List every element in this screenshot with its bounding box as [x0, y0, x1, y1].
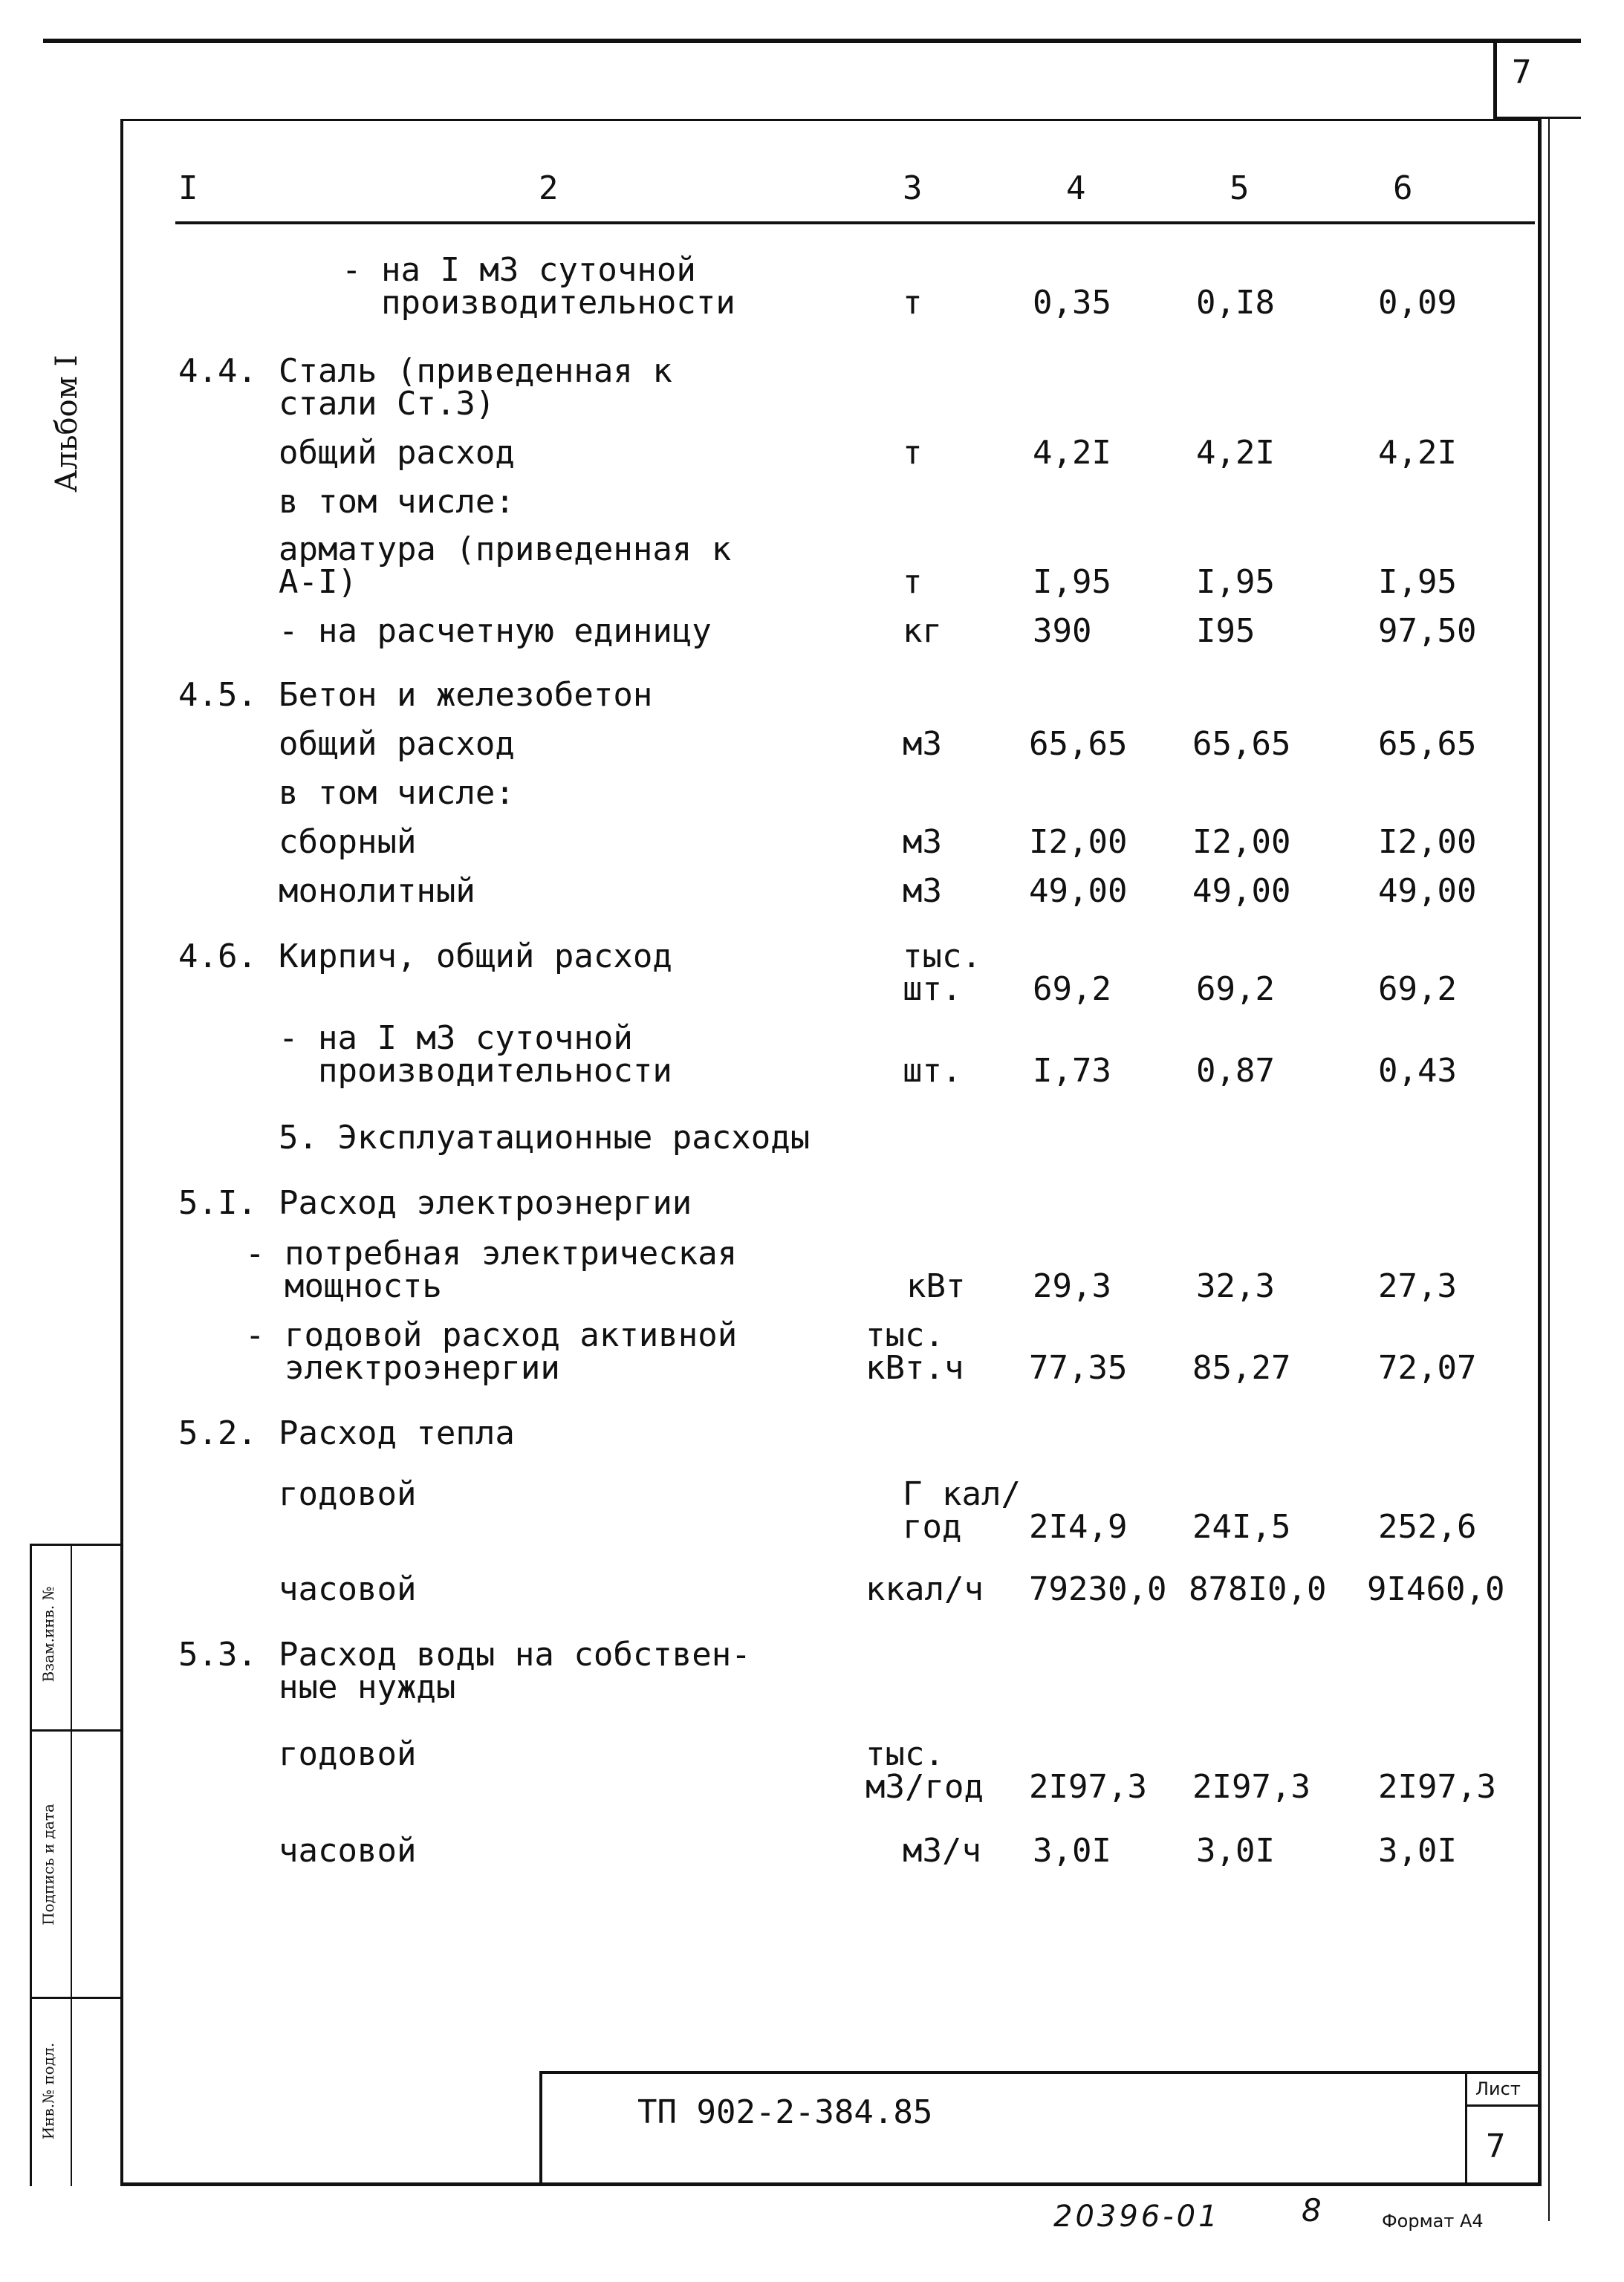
row-value-v6: 27,3	[1378, 1267, 1457, 1305]
row-text: Расход воды на собствен-	[279, 1636, 751, 1674]
row-unit: шт.	[903, 970, 962, 1008]
row-unit: шт.	[903, 1052, 962, 1090]
frame-right	[1538, 119, 1542, 2186]
row-text: производительности	[342, 284, 735, 322]
row-value-v4: 3,0I	[1033, 1832, 1111, 1870]
row-unit: кВт	[906, 1267, 966, 1305]
row-value-v4: 69,2	[1033, 970, 1111, 1008]
row-value-v5: 85,27	[1192, 1349, 1291, 1387]
row-value-v6: 0,09	[1378, 284, 1457, 322]
row-text: - годовой расход активной	[245, 1316, 738, 1354]
frame-top	[120, 119, 1541, 121]
row-number: 4.5.	[178, 676, 257, 714]
format-label: Формат А4	[1382, 2211, 1484, 2231]
row-value-v4: 77,35	[1029, 1349, 1128, 1387]
frame-right-outer	[1548, 119, 1550, 2221]
col-4-header: 4	[1066, 169, 1086, 207]
sheet-number: 7	[1486, 2127, 1506, 2165]
row-text: монолитный	[279, 872, 475, 910]
col-6-header: 6	[1393, 169, 1413, 207]
row-unit: ккал/ч	[865, 1570, 984, 1608]
row-value-v5: 4,2I	[1196, 434, 1275, 472]
podpis-label: Подпись и дата	[39, 1804, 57, 1925]
col-3-header: 3	[903, 169, 923, 207]
row-unit: год	[903, 1508, 962, 1546]
stamp-sheet-divider	[1465, 2104, 1539, 2107]
row-value-v4: 79230,0	[1029, 1570, 1167, 1608]
sidebar-divider-3	[30, 1997, 123, 1999]
row-value-v5: 69,2	[1196, 970, 1275, 1008]
row-unit: м3/ч	[903, 1832, 981, 1870]
row-unit: тыс.	[865, 1316, 944, 1354]
row-unit: т	[903, 284, 923, 322]
row-text: - на I м3 суточной	[342, 251, 696, 289]
row-value-v6: 65,65	[1378, 725, 1477, 763]
stamp-sheet-col	[1465, 2071, 1467, 2186]
row-text: Бетон и железобетон	[279, 676, 653, 714]
row-value-v4: I2,00	[1029, 823, 1128, 861]
row-value-v6: 9I460,0	[1367, 1570, 1505, 1608]
row-text: Расход тепла	[279, 1414, 515, 1452]
row-value-v4: 2I97,3	[1029, 1768, 1147, 1806]
row-unit: тыс.	[903, 937, 981, 975]
row-text: ные нужды	[279, 1668, 456, 1706]
frame-left	[120, 119, 123, 2186]
col-5-header: 5	[1230, 169, 1250, 207]
row-value-v5: 3,0I	[1196, 1832, 1275, 1870]
row-text: часовой	[279, 1570, 417, 1608]
stamp-left	[539, 2071, 542, 2186]
row-value-v5: I2,00	[1192, 823, 1291, 861]
album-label: Альбом I	[50, 354, 84, 493]
row-text: - на I м3 суточной	[279, 1019, 633, 1057]
row-value-v4: 65,65	[1029, 725, 1128, 763]
row-text: арматура (приведенная к	[279, 530, 732, 568]
row-value-v5: I,95	[1196, 563, 1275, 601]
row-value-v6: 0,43	[1378, 1052, 1457, 1090]
row-value-v5: 0,I8	[1196, 284, 1275, 322]
row-text: общий расход	[279, 434, 515, 472]
handwritten-page: 8	[1302, 2192, 1322, 2229]
row-value-v6: 49,00	[1378, 872, 1477, 910]
row-text: часовой	[279, 1832, 417, 1870]
row-value-v5: 24I,5	[1192, 1508, 1291, 1546]
row-value-v5: I95	[1196, 612, 1256, 650]
row-text: - потребная электрическая	[245, 1235, 738, 1272]
row-value-v6: 97,50	[1378, 612, 1477, 650]
sidebar-inner-col	[71, 1544, 72, 2186]
row-text: годовой	[279, 1475, 417, 1513]
row-unit: м3	[903, 823, 942, 861]
row-number: 5.I.	[178, 1184, 257, 1222]
row-value-v5: 0,87	[1196, 1052, 1275, 1090]
row-text: - на расчетную единицу	[279, 612, 712, 650]
row-value-v6: 252,6	[1378, 1508, 1477, 1546]
row-value-v6: I2,00	[1378, 823, 1477, 861]
row-number: 5.3.	[178, 1636, 257, 1674]
row-text: производительности	[279, 1052, 672, 1090]
row-text: в том числе:	[279, 483, 515, 521]
top-sheet-number: 7	[1512, 53, 1532, 91]
row-value-v5: 2I97,3	[1192, 1768, 1310, 1806]
inv-podl-label: Инв.№ подл.	[39, 2042, 57, 2140]
vzam-inv-label: Взам.инв. №	[39, 1586, 57, 1683]
row-text: в том числе:	[279, 774, 515, 812]
row-value-v6: 2I97,3	[1378, 1768, 1496, 1806]
document-code: ТП 902-2-384.85	[637, 2093, 933, 2131]
row-number: 4.6.	[178, 937, 257, 975]
row-value-v5: 49,00	[1192, 872, 1291, 910]
col-2-header: 2	[539, 169, 559, 207]
row-text: А-I)	[279, 563, 357, 601]
row-text: электроэнергии	[245, 1349, 560, 1387]
row-text: Сталь (приведенная к	[279, 352, 672, 390]
row-value-v4: 0,35	[1033, 284, 1111, 322]
col-1-header: I	[178, 169, 198, 207]
header-rule	[175, 221, 1535, 224]
stamp-top	[541, 2071, 1541, 2074]
row-number: 4.4.	[178, 352, 257, 390]
row-unit: м3/год	[865, 1768, 984, 1806]
row-value-v4: I,95	[1033, 563, 1111, 601]
row-value-v4: 2I4,9	[1029, 1508, 1128, 1546]
row-value-v5: 878I0,0	[1189, 1570, 1327, 1608]
row-value-v6: 69,2	[1378, 970, 1457, 1008]
row-unit: м3	[903, 872, 942, 910]
sidebar-divider-2	[30, 1729, 123, 1732]
row-value-v4: 29,3	[1033, 1267, 1111, 1305]
sheet-label: Лист	[1475, 2078, 1521, 2099]
frame-bottom	[120, 2182, 1541, 2186]
sidebar-outer-left	[30, 1544, 32, 2186]
row-text: Кирпич, общий расход	[279, 937, 672, 975]
row-value-v5: 32,3	[1196, 1267, 1275, 1305]
row-value-v4: 390	[1033, 612, 1092, 650]
row-unit: Г кал/	[903, 1475, 1021, 1513]
row-number: 5.2.	[178, 1414, 257, 1452]
row-unit: м3	[903, 725, 942, 763]
handwritten-number: 20396-01	[1053, 2200, 1221, 2234]
row-unit: кг	[903, 612, 942, 650]
row-unit: т	[903, 434, 923, 472]
row-value-v6: 4,2I	[1378, 434, 1457, 472]
sidebar-divider-1	[30, 1544, 123, 1546]
row-unit: т	[903, 563, 923, 601]
row-value-v4: 4,2I	[1033, 434, 1111, 472]
row-unit: кВт.ч	[865, 1349, 964, 1387]
row-text: общий расход	[279, 725, 515, 763]
row-text: мощность	[245, 1267, 442, 1305]
row-text: Расход электроэнергии	[279, 1184, 692, 1222]
row-text: стали Ст.3)	[279, 385, 496, 423]
row-value-v6: 3,0I	[1378, 1832, 1457, 1870]
row-value-v6: 72,07	[1378, 1349, 1477, 1387]
row-value-v4: 49,00	[1029, 872, 1128, 910]
row-value-v5: 65,65	[1192, 725, 1291, 763]
top-rule	[43, 39, 1581, 43]
row-value-v6: I,95	[1378, 563, 1457, 601]
row-text: годовой	[279, 1735, 417, 1773]
row-text: 5. Эксплуатационные расходы	[279, 1119, 811, 1157]
row-text: сборный	[279, 823, 417, 861]
row-value-v4: I,73	[1033, 1052, 1111, 1090]
top-number-box-left	[1493, 41, 1497, 119]
row-unit: тыс.	[865, 1735, 944, 1773]
